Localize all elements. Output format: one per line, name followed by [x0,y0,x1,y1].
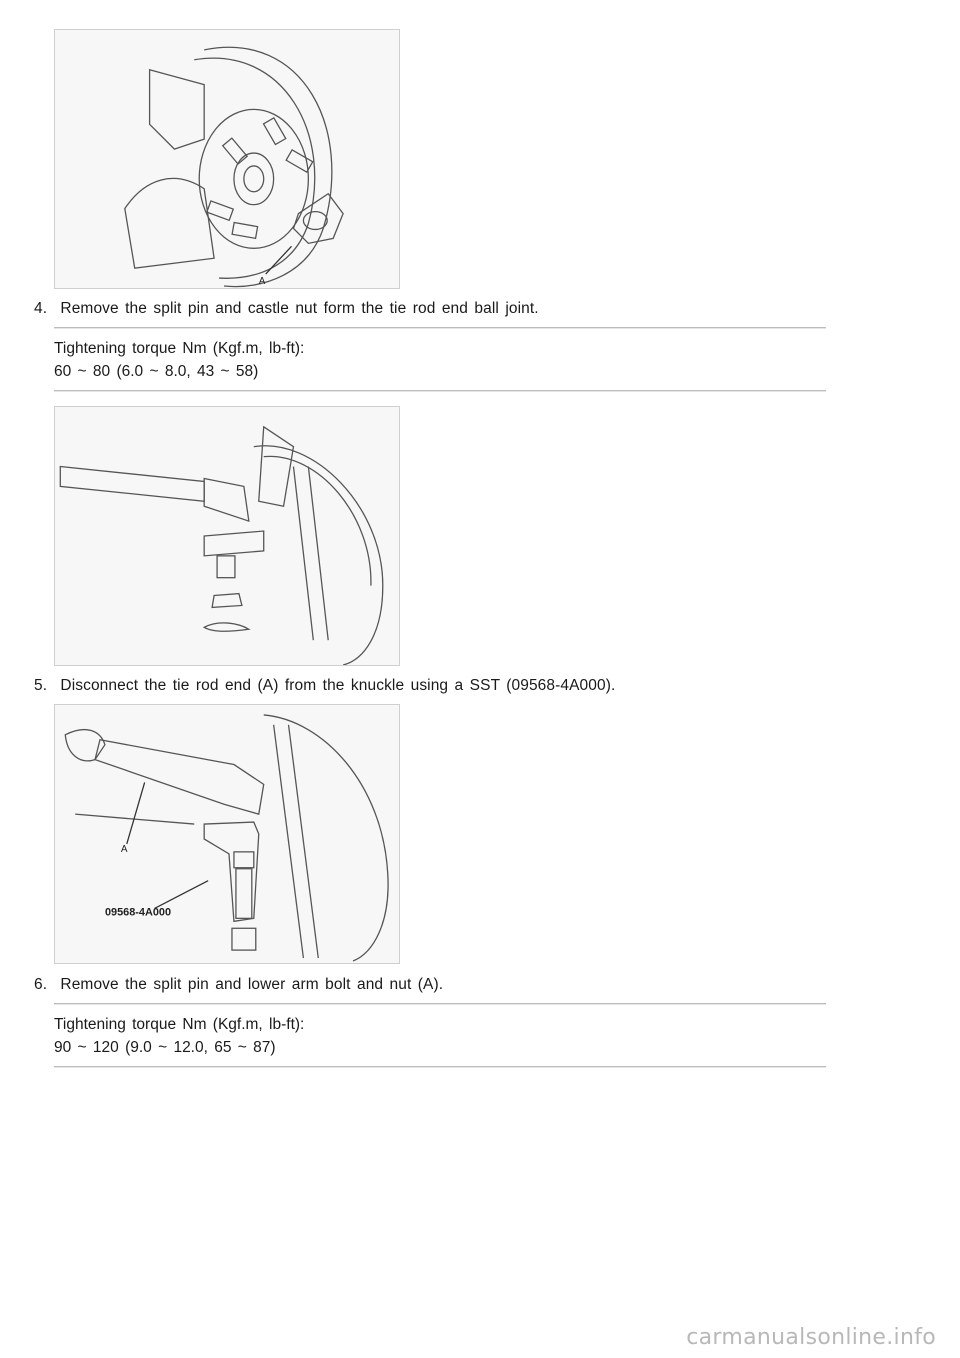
step-4-text: Remove the split pin and castle nut form the tie rod end ball joint. [60,300,539,317]
step-6: 6. Remove the split pin and lower arm bolt and nut (A). [34,976,444,993]
sst-part-number: 09568-4A000 [104,906,172,919]
spec-box-2-top-rule [54,1003,826,1005]
spec-1-heading: Tightening torque Nm (Kgf.m, lb-ft): [54,340,305,357]
spec-box-2 [54,1013,304,1059]
figure-sst-puller [54,704,400,964]
figure-hub-nut [54,29,400,289]
hub-nut-illustration [55,30,399,288]
step-4: 4. Remove the split pin and castle nut form the tie rod end ball joint. [34,300,539,317]
spec-box-1 [54,337,304,383]
tie-rod-illustration [55,407,399,665]
label-a: A [120,843,128,855]
figure-tie-rod-end [54,406,400,666]
spec-box-bottom-rule [54,390,826,392]
step-6-text: Remove the split pin and lower arm bolt and nut (A). [60,976,444,993]
label-a: A [258,276,266,288]
spec-box-2-bottom-rule [54,1066,826,1068]
spec-1-value: 60 ~ 80 (6.0 ~ 8.0, 43 ~ 58) [54,363,259,380]
watermark: carmanualsonline.info [686,1325,936,1350]
sst-illustration [55,705,399,963]
step-5: 5. Disconnect the tie rod end (A) from the knuckle using a SST (09568-4A000). [34,677,616,694]
step-5-text: Disconnect the tie rod end (A) from the knuckle using a SST (09568-4A000). [60,677,616,694]
spec-2-heading: Tightening torque Nm (Kgf.m, lb-ft): [54,1016,305,1033]
spec-box-top-rule [54,327,826,329]
spec-2-value: 90 ~ 120 (9.0 ~ 12.0, 65 ~ 87) [54,1039,276,1056]
